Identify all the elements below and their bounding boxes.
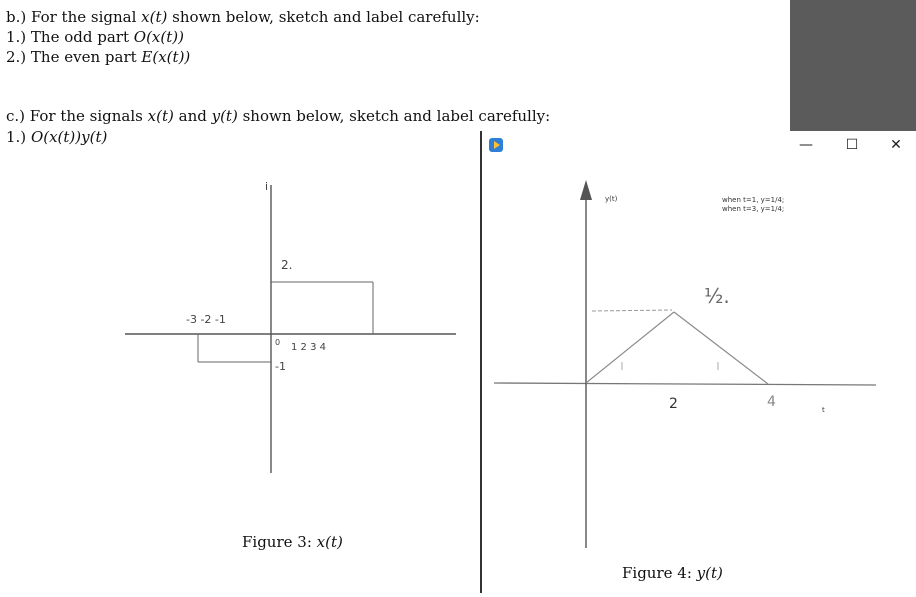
figure4-rising-edge bbox=[586, 312, 674, 383]
figure4-note-1: when t=1, y=1/4; bbox=[722, 196, 785, 204]
figure3-svg bbox=[0, 160, 480, 593]
question-b-math: x(t) bbox=[141, 8, 168, 26]
question-b-text: b.) For the signal bbox=[6, 8, 142, 26]
maximize-button[interactable]: ☐ bbox=[845, 136, 859, 153]
question-c bbox=[6, 107, 550, 125]
image-viewer-window[interactable] bbox=[480, 131, 916, 593]
figure3-high-label: 2. bbox=[281, 258, 293, 272]
figure3-caption-text: Figure 3: bbox=[242, 533, 317, 551]
figure4-caption bbox=[622, 564, 723, 582]
question-c-text: c.) For the signals bbox=[6, 107, 148, 125]
minimize-button[interactable]: — bbox=[799, 136, 813, 153]
figure3-caption-math: x(t) bbox=[316, 533, 343, 551]
figure4-y-label: y(t) bbox=[605, 195, 618, 203]
figure3-y-axis-mark: i bbox=[265, 180, 269, 193]
figure4-peak-label: ½. bbox=[704, 284, 730, 308]
figure3-caption bbox=[242, 533, 343, 551]
window-titlebar[interactable] bbox=[482, 131, 916, 158]
question-c-text-mid: and bbox=[173, 107, 212, 125]
figure3-low-label: -1 bbox=[275, 360, 286, 373]
question-b1-text: 1.) The odd part bbox=[6, 28, 134, 46]
figure4-falling-edge bbox=[674, 312, 768, 384]
question-b bbox=[6, 8, 480, 26]
figure4-caption-math: y(t) bbox=[696, 564, 723, 582]
background-gray-region bbox=[790, 0, 916, 131]
figure3-pos-ticks: 1 2 3 4 bbox=[291, 342, 326, 353]
question-b-text-end: shown below, sketch and label carefully: bbox=[167, 8, 480, 26]
question-b2-math: E(x(t)) bbox=[141, 48, 191, 66]
question-c-text-end: shown below, sketch and label carefully: bbox=[237, 107, 551, 125]
figure3-sketch bbox=[0, 160, 480, 593]
figure4-sketch bbox=[482, 158, 916, 593]
question-c1-math: O(x(t))y(t) bbox=[30, 128, 108, 146]
question-c-math-x: x(t) bbox=[147, 107, 174, 125]
figure4-peak-dash bbox=[592, 310, 672, 311]
figure3-neg-ticks: -3 -2 -1 bbox=[186, 313, 226, 326]
question-c-math-y: y(t) bbox=[211, 107, 238, 125]
figure4-x-axis bbox=[494, 383, 876, 385]
figure4-x-axis-label: t bbox=[822, 406, 825, 414]
question-b1 bbox=[6, 28, 184, 46]
question-b2-text: 2.) The even part bbox=[6, 48, 142, 66]
figure4-x-label-4: 4 bbox=[767, 394, 776, 410]
question-c1 bbox=[6, 128, 107, 146]
close-button[interactable]: ✕ bbox=[890, 136, 902, 153]
app-play-icon bbox=[489, 138, 503, 152]
question-c1-text: 1.) bbox=[6, 128, 31, 146]
figure4-x-label-2: 2 bbox=[669, 396, 678, 412]
figure4-note-2: when t=3, y=1/4; bbox=[722, 205, 785, 213]
figure4-svg bbox=[482, 158, 916, 593]
question-b2 bbox=[6, 48, 190, 66]
figure4-caption-text: Figure 4: bbox=[622, 564, 697, 582]
figure3-origin-label: 0 bbox=[275, 338, 281, 347]
figure4-y-arrow bbox=[580, 180, 592, 200]
question-b1-math: O(x(t)) bbox=[133, 28, 184, 46]
